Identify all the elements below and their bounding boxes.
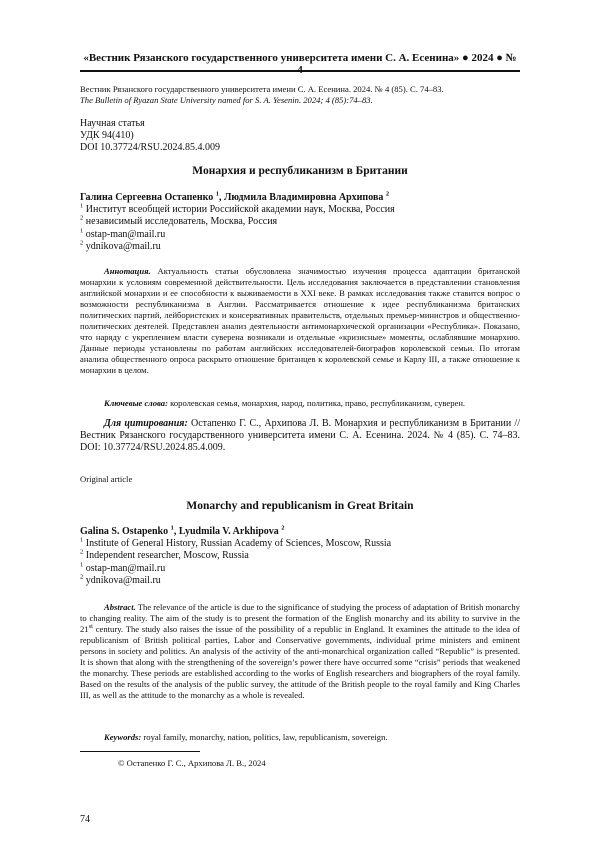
header-divider bbox=[80, 70, 520, 72]
author2-mark-en: 2 bbox=[281, 524, 285, 532]
email2-mark-en: 2 bbox=[80, 573, 84, 581]
abstract-ru bbox=[80, 266, 520, 376]
abstract-paragraph-ru bbox=[80, 266, 520, 376]
author1-en: Galina S. Ostapenko bbox=[80, 526, 169, 537]
email2-en bbox=[80, 575, 520, 587]
author1-mark-ru: 1 bbox=[215, 190, 219, 198]
affiliation2-mark-ru: 2 bbox=[80, 215, 84, 223]
citation-ru bbox=[80, 418, 520, 455]
article-meta bbox=[80, 118, 520, 155]
keywords-en bbox=[80, 732, 520, 743]
affiliation2-mark-en: 2 bbox=[80, 549, 84, 557]
citation-reference bbox=[80, 84, 520, 106]
reference-en: The Bulletin of Ryazan State University named for S. A. Yesenin. 2024; 4 (85):74–83. bbox=[80, 95, 373, 105]
keywords-ru bbox=[80, 398, 520, 409]
copyright-footnote: © Остапенко Г. С., Архипова Л. В., 2024 bbox=[118, 758, 266, 768]
keywords-text-en: royal family, monarchy, nation, politics, law, republicanism, sovereign. bbox=[143, 732, 388, 742]
affiliation1-en bbox=[80, 538, 520, 550]
email1-link-en[interactable]: ostap-man@mail.ru bbox=[85, 562, 166, 574]
keywords-label-ru: Ключевые слова: bbox=[104, 398, 168, 408]
email1-en bbox=[80, 563, 520, 575]
email2-mark-ru: 2 bbox=[80, 239, 84, 247]
page-number: 74 bbox=[80, 814, 90, 825]
abstract-text-en-part2: century. The study also raises the issue of the possibility of a republic in England. It examines the attitude to the idea of republicanism of British political parties, Labor and Conservative governments, individual prime ministers and eminent persons in society and politics. An analysis of the activity of the anti-monarchical organization called “Republic” is presented. It is shown that along with the strengthening of the sovereign’s power there have occurred some “crisis” periods that weakened the monarchy. These periods are established according to the works of English researchers and biographers of the royal family. Based on the results of the analysis of the public survey, the attitude of the British people to the royal family and King Charles III, as well as the attitude to the monarchy as a whole is revealed. bbox=[80, 624, 520, 700]
email2-ru bbox=[80, 241, 520, 253]
udk-code: УДК 94(410) bbox=[80, 130, 134, 142]
affiliation2-text-en: Independent researcher, Moscow, Russia bbox=[85, 550, 249, 562]
article-type-en: Original article bbox=[80, 474, 133, 484]
author2-mark-ru: 2 bbox=[385, 190, 390, 198]
journal-header: «Вестник Рязанского государственного университета имени С. А. Есенина» ● 2024 ● № bbox=[83, 52, 517, 64]
email2-link-ru[interactable]: ydnikova@mail.ru bbox=[85, 240, 161, 252]
author1-ru: Галина Сергеевна Остапенко bbox=[80, 192, 214, 203]
affiliation1-ru bbox=[80, 204, 520, 216]
author-separator-en: , bbox=[173, 526, 179, 537]
title-en: Monarchy and republicanism in Great Britain bbox=[186, 500, 414, 512]
authors-en bbox=[80, 526, 520, 538]
authors-block-ru bbox=[80, 192, 520, 253]
affiliation2-text-ru: независимый исследователь, Москва, Россия bbox=[85, 216, 278, 228]
email1-link-ru[interactable]: ostap-man@mail.ru bbox=[85, 228, 166, 240]
affiliation2-en bbox=[80, 550, 520, 562]
author-separator-ru: , bbox=[218, 192, 224, 203]
footnote-divider bbox=[80, 751, 200, 752]
abstract-en bbox=[80, 602, 520, 701]
affiliation1-text-en: Institute of General History, Russian Academy of Sciences, Moscow, Russia bbox=[85, 538, 392, 550]
abstract-paragraph-en bbox=[80, 602, 520, 701]
abstract-label-ru: Аннотация. bbox=[104, 266, 151, 276]
keywords-paragraph-en bbox=[80, 732, 520, 743]
doi-code: DOI 10.37724/RSU.2024.85.4.009 bbox=[80, 142, 221, 154]
author2-ru: Людмила Владимировна Архипова bbox=[223, 192, 384, 203]
affiliation1-mark-en: 1 bbox=[80, 536, 84, 544]
abstract-ordinal-suffix: st bbox=[88, 623, 93, 631]
affiliation1-text-ru: Институт всеобщей истории Российской академии наук, Москва, Россия bbox=[85, 204, 395, 216]
email1-mark-ru: 1 bbox=[80, 227, 84, 235]
abstract-label-en: Abstract. bbox=[104, 602, 136, 612]
author1-mark-en: 1 bbox=[170, 524, 174, 532]
affiliation1-mark-ru: 1 bbox=[80, 202, 84, 210]
email1-mark-en: 1 bbox=[80, 561, 84, 569]
authors-block-en bbox=[80, 526, 520, 587]
author2-en: Lyudmila V. Arkhipova bbox=[178, 526, 279, 537]
authors-ru bbox=[80, 192, 520, 204]
reference-ru: Вестник Рязанского государственного университета имени С. А. Есенина. 2024. № 4 (85). С. 74–83. bbox=[80, 84, 444, 94]
keywords-text-ru: королевская семья, монархия, народ, политика, право, республиканизм, суверен. bbox=[170, 398, 466, 408]
citation-text-ru: Остапенко Г. С., Архипова Л. В. Монархия и республиканизм в Британии // Вестник Рязанского государственного университета имени С. А. Есенина. 2024. № 4 (85). С. 74–83. DOI: 10.37724/RSU.2024.85.4.009. bbox=[80, 418, 520, 454]
email1-ru bbox=[80, 229, 520, 241]
keywords-paragraph-ru bbox=[80, 398, 520, 409]
article-type-ru: Научная статья bbox=[80, 118, 145, 129]
abstract-text-ru: Актуальность статьи обусловлена значимостью изучения процесса адаптации британской монархии к условиям современной действительности. Цель исследования заключается в представлении становления английской монархии и ее способности к выживаемости в XXI веке. В рамках исследования также ставится вопрос о возможности республиканизма в Англии. Рассматривается отношение к идее республиканизма британских политических партий, лейбористских и консервативных правительств, отдельных премьер-министров и общественно-политических деятелей. Представлен анализ деятельности антимонархической организации «Республика». Показано, что наряду с укреплением власти суверена возникали и отдельные «кризисные» моменты, ослаблявшие монархию. Данные периоды установлены по работам английских исследователей-биографов королевской семьи. По итогам анализа общественного опроса раскрыто отношение британцев к королевской семье и Карлу III, а также отношение к монархии в целом. bbox=[80, 266, 521, 375]
citation-paragraph-ru bbox=[80, 418, 520, 455]
abstract-text-en-part1: The relevance of the article is due to the significance of studying the process of adaptation of British monarchy to changing reality. The aim of the study is to present the formation of the English monarchy and its ability to survive in the 21 bbox=[80, 602, 520, 634]
keywords-label-en: Keywords: bbox=[104, 732, 142, 742]
citation-label-ru: Для цитирования: bbox=[104, 418, 188, 429]
email2-link-en[interactable]: ydnikova@mail.ru bbox=[85, 574, 161, 586]
title-ru: Монархия и республиканизм в Британии bbox=[192, 165, 408, 177]
affiliation2-ru bbox=[80, 216, 520, 228]
